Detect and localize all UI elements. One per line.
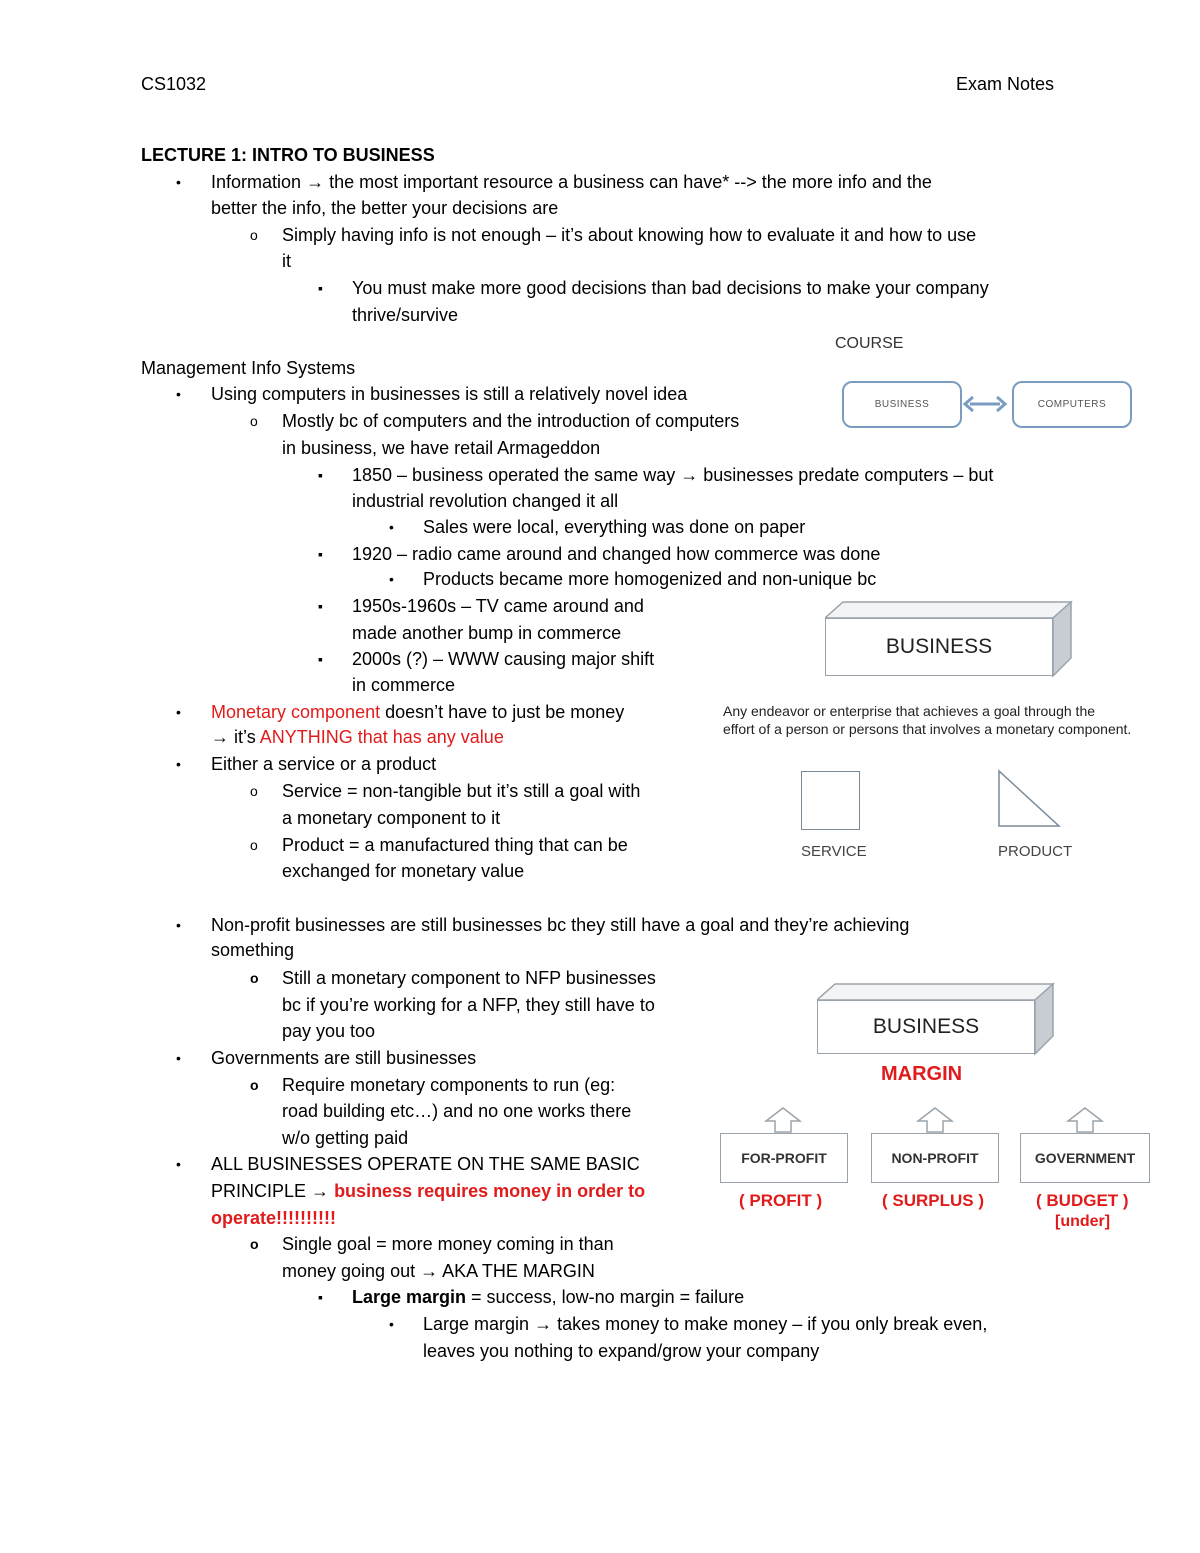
bullet-dot: • xyxy=(176,1156,181,1172)
under-label: [under] xyxy=(1055,1213,1111,1230)
bullet-square: ▪ xyxy=(318,467,323,483)
operate-red: operate!!!!!!!!!! xyxy=(211,1208,336,1228)
bullet-square: ▪ xyxy=(318,1289,323,1305)
simply-line-2: it xyxy=(282,251,291,271)
bullet-square: ▪ xyxy=(318,651,323,667)
arrow-icon: → xyxy=(211,727,229,747)
budget-sub: ( BUDGET ) xyxy=(1036,1191,1129,1210)
single-line-2 xyxy=(282,1258,595,1284)
require-line-2: road building etc…) and no one works there xyxy=(282,1101,632,1121)
header-course-code: CS1032 xyxy=(141,74,207,94)
lecture-title: LECTURE 1: INTRO TO BUSINESS xyxy=(141,145,435,165)
nonprofit-line-2: something xyxy=(211,940,295,960)
bullet-dot: • xyxy=(176,756,181,772)
lm-text: takes money to make money – if you only break even, xyxy=(557,1314,988,1334)
y2000-line-1: 2000s (?) – WWW causing major shift xyxy=(352,649,655,669)
arrow-icon: → xyxy=(420,1261,439,1281)
require-line-1: Require monetary components to run (eg: xyxy=(282,1075,616,1095)
non-profit-label: NON-PROFIT xyxy=(891,1150,979,1166)
monetary-rest: doesn’t have to just be money xyxy=(385,702,625,722)
margin-label: MARGIN xyxy=(881,1063,963,1085)
still-line-2: bc if you’re working for a NFP, they still have to xyxy=(282,995,655,1015)
using-line: Using computers in businesses is still a relatively novel idea xyxy=(211,384,688,404)
monetary-component-red: Monetary component xyxy=(211,702,381,722)
government-box xyxy=(1020,1133,1150,1183)
monetary-line-2 xyxy=(211,724,504,750)
up-arrow-icon xyxy=(1066,1106,1104,1134)
business-box xyxy=(825,618,1053,676)
service-line-2: a monetary component to it xyxy=(282,808,501,828)
course-computers-box xyxy=(1012,381,1132,428)
for-profit-box xyxy=(720,1133,848,1183)
products-line: Products became more homogenized and non-unique bc xyxy=(423,569,877,589)
header-exam-notes: Exam Notes xyxy=(956,74,1055,94)
business-definition xyxy=(723,702,1131,738)
course-computers-label: COMPUTERS xyxy=(1037,399,1107,410)
bullet-square: ▪ xyxy=(318,598,323,614)
single-line-1: Single goal = more money coming in than xyxy=(282,1234,614,1254)
bullet-dot: • xyxy=(176,1050,181,1066)
simply-line-1: Simply having info is not enough – it’s about knowing how to evaluate it and how to use xyxy=(282,225,977,245)
mis-heading: Management Info Systems xyxy=(141,358,356,378)
government-label: GOVERNMENT xyxy=(1034,1150,1136,1166)
lm-line-1 xyxy=(423,1311,987,1337)
product-line-1: Product = a manufactured thing that can be xyxy=(282,835,628,855)
service-caption: SERVICE xyxy=(801,843,867,860)
mostly-line-1: Mostly bc of computers and the introduction of computers xyxy=(282,411,740,431)
profit-sub: ( PROFIT ) xyxy=(739,1191,823,1210)
information-cont: better the info, the better your decisions are xyxy=(211,198,559,218)
definition-line-1: Any endeavor or enterprise that achieves a goal through the xyxy=(723,703,1096,719)
still-line-1: Still a monetary component to NFP businesses xyxy=(282,968,656,988)
arrow-icon: → xyxy=(311,1181,330,1201)
up-arrow-icon xyxy=(764,1106,802,1134)
large-margin-rest: = success, low-no margin = failure xyxy=(471,1287,745,1307)
arrow-icon: → xyxy=(680,465,699,485)
margin-business-box xyxy=(817,1000,1035,1054)
nonprofit-line-1: Non-profit businesses are still businesses bc they still have a goal and they’re achieving xyxy=(211,915,910,935)
bullet-o: o xyxy=(250,1236,259,1252)
must-line-1: You must make more good decisions than bad decisions to make your company xyxy=(352,278,989,298)
sales-line: Sales were local, everything was done on paper xyxy=(423,517,806,537)
y2000-line-2: in commerce xyxy=(352,675,456,695)
service-line-1: Service = non-tangible but it’s still a goal with xyxy=(282,781,641,801)
product-triangle-icon xyxy=(997,769,1061,829)
margin-business-label: BUSINESS xyxy=(872,1015,980,1038)
business-label: BUSINESS xyxy=(885,635,993,658)
service-square-icon xyxy=(801,771,860,830)
bullet-dot: • xyxy=(389,519,394,535)
surplus-sub: ( SURPLUS ) xyxy=(882,1191,984,1210)
bullet-o: o xyxy=(250,837,258,853)
non-profit-box xyxy=(871,1133,999,1183)
bullet-dot: • xyxy=(176,917,181,933)
y1950-line-2: made another bump in commerce xyxy=(352,623,622,643)
bullet-o: o xyxy=(250,227,258,243)
bullet-o: o xyxy=(250,1077,259,1093)
up-arrow-icon xyxy=(916,1106,954,1134)
y1850-line-2: industrial revolution changed it all xyxy=(352,491,619,511)
definition-line-2: effort of a person or persons that involves a monetary component. xyxy=(723,721,1132,737)
arrow-icon: → xyxy=(306,172,325,192)
mostly-line-2: in business, we have retail Armageddon xyxy=(282,438,601,458)
for-profit-label: FOR-PROFIT xyxy=(741,1150,827,1166)
bullet-dot: • xyxy=(176,386,181,402)
still-line-3: pay you too xyxy=(282,1021,376,1041)
y1850-a: 1850 – business operated the same way xyxy=(352,465,676,485)
course-business-label: BUSINESS xyxy=(874,399,930,410)
money-out-text: money going out xyxy=(282,1261,416,1281)
its-text: it’s xyxy=(234,727,256,747)
principle-text: PRINCIPLE xyxy=(211,1181,307,1201)
bullet-dot: • xyxy=(176,174,181,190)
require-line-3: w/o getting paid xyxy=(282,1128,409,1148)
bullet-dot: • xyxy=(389,1316,394,1332)
bullet-square: ▪ xyxy=(318,280,323,296)
bullet-square: ▪ xyxy=(318,546,323,562)
lm-label: Large margin xyxy=(423,1314,530,1334)
requires-money-red: business requires money in order to xyxy=(334,1181,646,1201)
large-margin-line xyxy=(352,1284,744,1310)
all-line-1: ALL BUSINESSES OPERATE ON THE SAME BASIC xyxy=(211,1154,640,1174)
course-title: COURSE xyxy=(835,335,904,352)
information-label: Information xyxy=(211,172,302,192)
course-business-box xyxy=(842,381,962,428)
bullet-o: o xyxy=(250,783,258,799)
anything-red: ANYTHING that has any value xyxy=(259,727,504,747)
must-line-2: thrive/survive xyxy=(352,305,459,325)
information-text: the most important resource a business can have* --> the more info and the xyxy=(329,172,932,192)
bullet-dot: • xyxy=(389,571,394,587)
information-line xyxy=(211,169,932,195)
large-margin-bold: Large margin xyxy=(352,1287,467,1307)
y1850-line-1 xyxy=(352,462,993,488)
bullet-dot: • xyxy=(176,704,181,720)
y1920-line: 1920 – radio came around and changed how commerce was done xyxy=(352,544,881,564)
y1950-line-1: 1950s-1960s – TV came around and xyxy=(352,596,644,616)
arrow-icon: → xyxy=(534,1314,553,1334)
either-line: Either a service or a product xyxy=(211,754,437,774)
product-caption: PRODUCT xyxy=(998,843,1073,860)
double-arrow-icon xyxy=(962,394,1008,414)
bullet-o: o xyxy=(250,413,258,429)
bullet-o: o xyxy=(250,970,259,986)
all-line-2 xyxy=(211,1178,645,1204)
aka-margin-text: AKA THE MARGIN xyxy=(442,1261,595,1281)
lm-line-2: leaves you nothing to expand/grow your company xyxy=(423,1341,820,1361)
y1850-b: businesses predate computers – but xyxy=(703,465,994,485)
gov-line: Governments are still businesses xyxy=(211,1048,477,1068)
product-line-2: exchanged for monetary value xyxy=(282,861,525,881)
monetary-line-1 xyxy=(211,699,624,725)
